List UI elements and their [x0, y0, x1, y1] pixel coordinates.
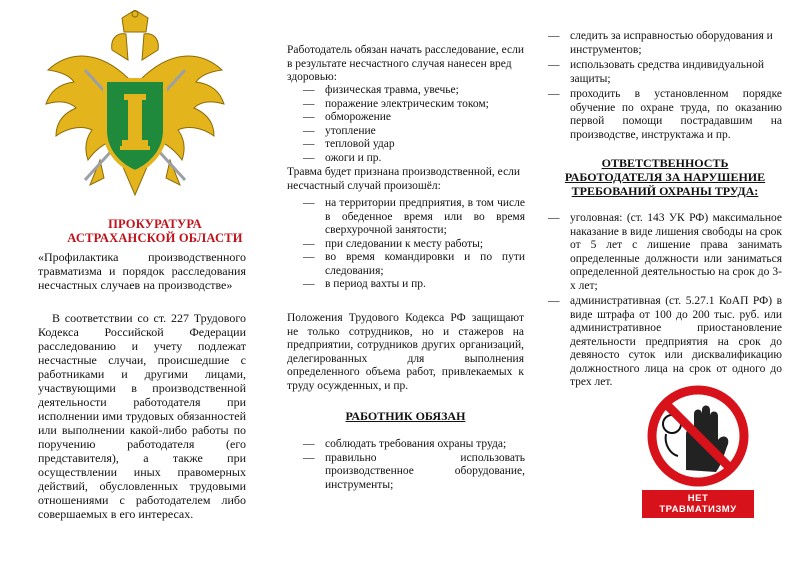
sign-label-line2: ТРАВМАТИЗМУ — [659, 504, 737, 515]
responsibility-list — [548, 212, 782, 390]
list-item: — на территории предприятия, в том числе в обеденное время или во время сверхурочной занятости; — [287, 197, 525, 238]
list-item: — тепловой удар — [287, 138, 527, 152]
no-injuries-label — [642, 490, 754, 518]
list-item: — административная (ст. 5.27.1 КоАП РФ) в виде штрафа от 100 до 200 тыс. руб. или административное приостановление деятельности предприятия на срок до девяносто суток или дисквалификацию должностного лица на срок от одного до трех лет. — [548, 295, 782, 390]
prosecutor-emblem-icon — [40, 10, 230, 205]
list-item: — при следовании к месту работы; — [287, 238, 525, 252]
heading-line: ТРЕБОВАНИЙ ОХРАНЫ ТРУДА: — [571, 184, 759, 198]
org-title-line1: ПРОКУРАТУРА — [108, 217, 202, 231]
worker-duties-heading: РАБОТНИК ОБЯЗАН — [345, 409, 466, 423]
worker-duties-list-continued — [548, 30, 782, 142]
list-item: — правильно использовать производственное оборудование, инструменты; — [287, 452, 525, 493]
list-item: — в период вахты и пр. — [287, 278, 525, 292]
list-item: — обморожение — [287, 111, 527, 125]
list-item: — во время командировки и по пути следования; — [287, 251, 525, 278]
list-item: — проходить в установленном порядке обучение по охране труда, по оказанию первой помощи пострадавшим на производстве, инструктажа и пр. — [548, 88, 782, 142]
industrial-injury-paragraph: Травма будет признана производственной, если несчастный случай произошёл: — [287, 166, 521, 192]
list-item: — поражение электрическим током; — [287, 98, 527, 112]
list-item: — физическая травма, увечье; — [287, 84, 527, 98]
intro-paragraph: В соответствии со ст. 227 Трудового Кодекса Российской Федерации расследованию и учету подлежат несчастные случаи, происшедшие с работниками и другими лицами, участвующими в производственной деятельности работодателя при исполнении ими трудовых обязанностей или выполнении какой-либо работы по поручению работодателя (его представителя), а также при осуществлении иных правомерных действий, обусловленных трудовыми отношениями с работодателем либо совершаемых в его интересах. — [38, 311, 246, 521]
org-title-line2: АСТРАХАНСКОЙ ОБЛАСТИ — [67, 231, 243, 245]
list-item: — следить за исправностью оборудования и инструментов; — [548, 30, 782, 57]
employer-investigation-paragraph: Работодатель обязан начать расследование, если в результате несчастного случая нанесен вред здоровью: — [287, 44, 524, 83]
list-item: — утопление — [287, 125, 527, 139]
worker-duties-list — [287, 438, 525, 492]
list-item: — ожоги и пр. — [287, 152, 527, 166]
sign-label-line1: НЕТ — [687, 493, 709, 504]
injury-place-list — [287, 197, 525, 292]
list-item: — использовать средства индивидуальной защиты; — [548, 59, 782, 86]
heading-line: РАБОТОДАТЕЛЯ ЗА НАРУШЕНИЕ — [564, 170, 766, 184]
employer-responsibility-heading — [548, 156, 782, 198]
list-item: — уголовная: (ст. 143 УК РФ) максимальное наказание в виде лишения свободы на срок от 5 лет с лишение права занимать определенные должности или заниматься определенной деятельностью на срок до 3-х лет; — [548, 212, 782, 293]
list-item: — соблюдать требования охраны труда; — [287, 438, 525, 452]
heading-line: ОТВЕТСТВЕННОСТЬ — [601, 156, 729, 170]
harm-list — [287, 84, 527, 165]
labor-code-paragraph: Положения Трудового Кодекса РФ защищают не только сотрудников, но и стажеров на предприятии, сотрудников других организаций, делегированных для выполнения определенного объема работ, привлекаемых к труду осужденных, и пр. — [287, 312, 524, 392]
topic-title: «Профилактика производственного травматизма и порядок расследования несчастных случаев на производстве» — [38, 250, 246, 292]
